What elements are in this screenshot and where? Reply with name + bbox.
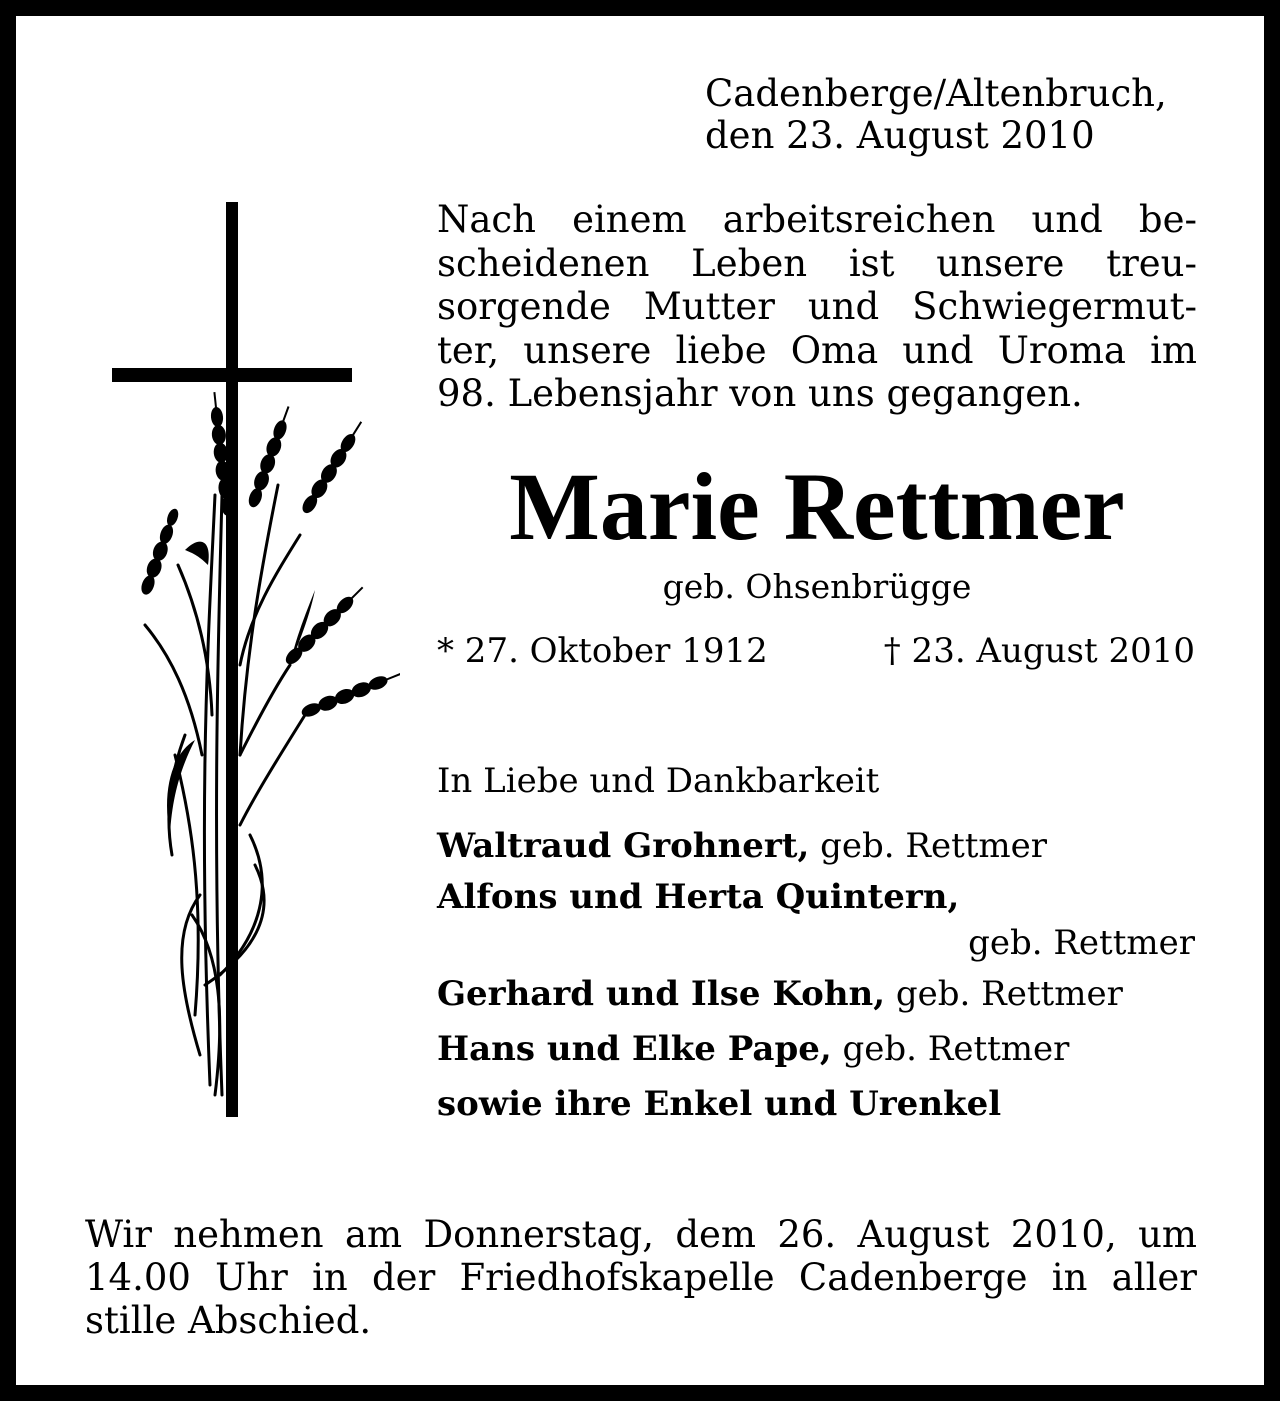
mourner-entry-continued [968,922,1195,964]
mourner-note: geb. Rettmer [968,923,1195,963]
mourner-entry [437,1083,1001,1125]
intro-line: Nach einem arbeitsreichen und be- [437,198,1197,241]
mourner-name: sowie ihre Enkel und Urenkel [437,1084,1002,1124]
mourner-name: Hans und Elke Pape, [437,1029,832,1069]
cross-with-wheat-icon [100,195,400,1125]
birth-name: geb. Ohsenbrügge [662,567,972,606]
mourner-note: geb. Rettmer [809,826,1048,866]
intro-paragraph [437,198,1197,416]
mourner-name: Waltraud Grohnert, [437,826,810,866]
mourner-entry [437,973,1123,1015]
mourner-note: geb. Rettmer [885,974,1123,1014]
mourner-name: Gerhard und Ilse Kohn, [437,974,886,1014]
wheat-ears [138,391,400,720]
closing-line: stille Abschied. [85,1299,372,1342]
closing-line: 14.00 Uhr in der Friedhofskapelle Cadenberge in aller [85,1256,1197,1299]
deceased-name: Marie Rettmer [509,453,1125,560]
mourner-entry [437,825,1047,867]
mourner-note: geb. Rettmer [831,1029,1070,1069]
cross-horizontal-beam [112,368,352,382]
intro-line: 98. Lebensjahr von uns gegangen. [437,372,1083,415]
funeral-announcement [85,1213,1197,1342]
closing-line: Wir nehmen am Donnerstag, dem 26. August 2010, um [85,1213,1197,1256]
mourner-name: Alfons und Herta Quintern, [437,877,960,917]
intro-line: ter, unsere liebe Oma und Uroma im [437,328,1197,372]
mourner-entry [437,876,959,918]
death-date: † 23. August 2010 [883,631,1195,671]
mourners-intro: In Liebe und Dankbarkeit [437,761,880,801]
intro-line: sorgende Mutter und Schwiegermut- [437,285,1197,328]
wheat-leaves [167,542,315,835]
cross-vertical-beam [226,202,238,1117]
notice-date: den 23. August 2010 [705,114,1095,157]
intro-line: scheidenen Leben ist unsere treu- [437,241,1197,285]
birth-date: * 27. Oktober 1912 [437,631,768,671]
mourner-entry [437,1028,1069,1070]
notice-place: Cadenberge/Altenbruch, [705,72,1167,115]
